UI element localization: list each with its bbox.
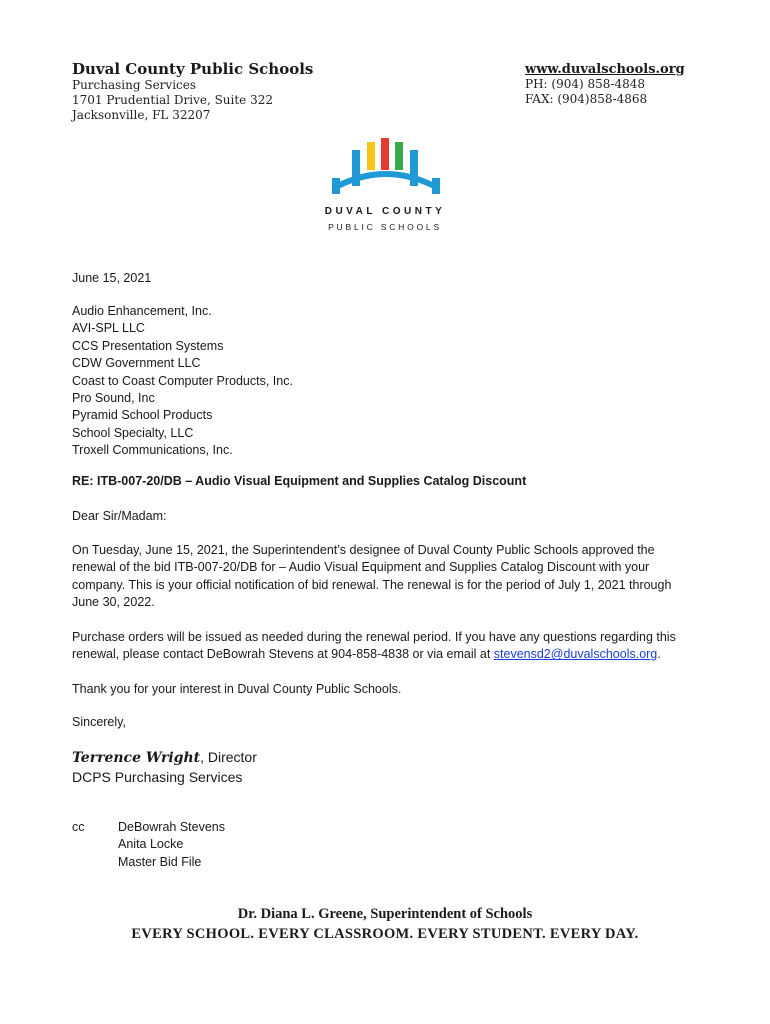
cc-label: cc	[72, 820, 85, 834]
footer-motto: EVERY SCHOOL. EVERY CLASSROOM. EVERY STUDENT. EVERY DAY.	[131, 926, 639, 942]
paragraph-renewal	[72, 542, 712, 612]
address-line-1: 1701 Prudential Drive, Suite 322	[72, 93, 274, 107]
letter-date: June 15, 2021	[72, 271, 152, 285]
recipient: Pro Sound, Inc	[72, 391, 155, 406]
recipient: CCS Presentation Systems	[72, 338, 224, 353]
recipient: Troxell Communications, Inc.	[72, 443, 233, 458]
logo-pier-left	[332, 178, 340, 194]
logo-bar-red	[381, 138, 389, 170]
closing: Sincerely,	[72, 715, 126, 729]
cc-list	[118, 819, 225, 871]
salutation: Dear Sir/Madam:	[72, 509, 167, 523]
duval-logo	[330, 136, 442, 200]
logo-bridge-arc	[334, 174, 438, 188]
letterhead-left	[72, 60, 313, 123]
signer-title: , Director	[200, 749, 257, 765]
recipient: CDW Government LLC	[72, 356, 201, 371]
contact-text: renewal, please contact DeBowrah Stevens at 904-858-4838 or via email at	[72, 647, 494, 662]
paragraph-line: On Tuesday, June 15, 2021, the Superintendent’s designee of Duval County Public Schools approved the	[72, 543, 655, 557]
department: Purchasing Services	[72, 78, 197, 92]
recipient: School Specialty, LLC	[72, 425, 194, 440]
cc-recipient: Anita Locke	[118, 837, 184, 852]
contact-period: .	[657, 647, 661, 662]
logo-bar-yellow	[367, 142, 375, 170]
org-name: Duval County Public Schools	[72, 60, 314, 78]
address-line-2: Jacksonville, FL 32207	[72, 108, 211, 122]
signature-block	[72, 748, 257, 787]
email-link[interactable]: stevensd2@duvalschools.org	[493, 647, 658, 662]
paragraph-line: Purchase orders will be issued as needed during the renewal period. If you have any questions regarding this	[72, 630, 676, 644]
subject-line: RE: ITB-007-20/DB – Audio Visual Equipment and Supplies Catalog Discount	[72, 474, 527, 488]
thank-you-line: Thank you for your interest in Duval County Public Schools.	[72, 682, 402, 696]
logo-pier-right	[432, 178, 440, 194]
letterhead-right	[525, 62, 685, 107]
recipient-list	[72, 303, 293, 460]
signer-department: DCPS Purchasing Services	[72, 769, 243, 785]
cc-recipient: Master Bid File	[118, 854, 202, 869]
fax-number: FAX: (904)858-4868	[525, 92, 648, 106]
logo-subtitle: PUBLIC SCHOOLS	[328, 222, 442, 232]
paragraph-line: June 30, 2022.	[72, 595, 155, 610]
phone-number: PH: (904) 858-4848	[525, 77, 645, 91]
paragraph-line	[72, 646, 712, 663]
cc-recipient: DeBowrah Stevens	[118, 820, 226, 834]
signer-name: Terrence Wright	[72, 750, 201, 766]
logo-name: DUVAL COUNTY	[324, 206, 446, 217]
website-link[interactable]: www.duvalschools.org	[525, 62, 685, 77]
recipient: Coast to Coast Computer Products, Inc.	[72, 373, 293, 388]
logo-bar-green	[395, 142, 403, 170]
paragraph-line: company. This is your official notification of bid renewal. The renewal is for the period of July 1, 2021 through	[72, 577, 672, 592]
recipient: Pyramid School Products	[72, 408, 213, 423]
paragraph-contact	[72, 629, 712, 664]
footer-superintendent: Dr. Diana L. Greene, Superintendent of Schools	[237, 906, 533, 922]
recipient: AVI-SPL LLC	[72, 321, 145, 336]
recipient: Audio Enhancement, Inc.	[72, 304, 212, 318]
paragraph-line: renewal of the bid ITB-007-20/DB for – Audio Visual Equipment and Supplies Catalog Discount with your	[72, 560, 650, 575]
